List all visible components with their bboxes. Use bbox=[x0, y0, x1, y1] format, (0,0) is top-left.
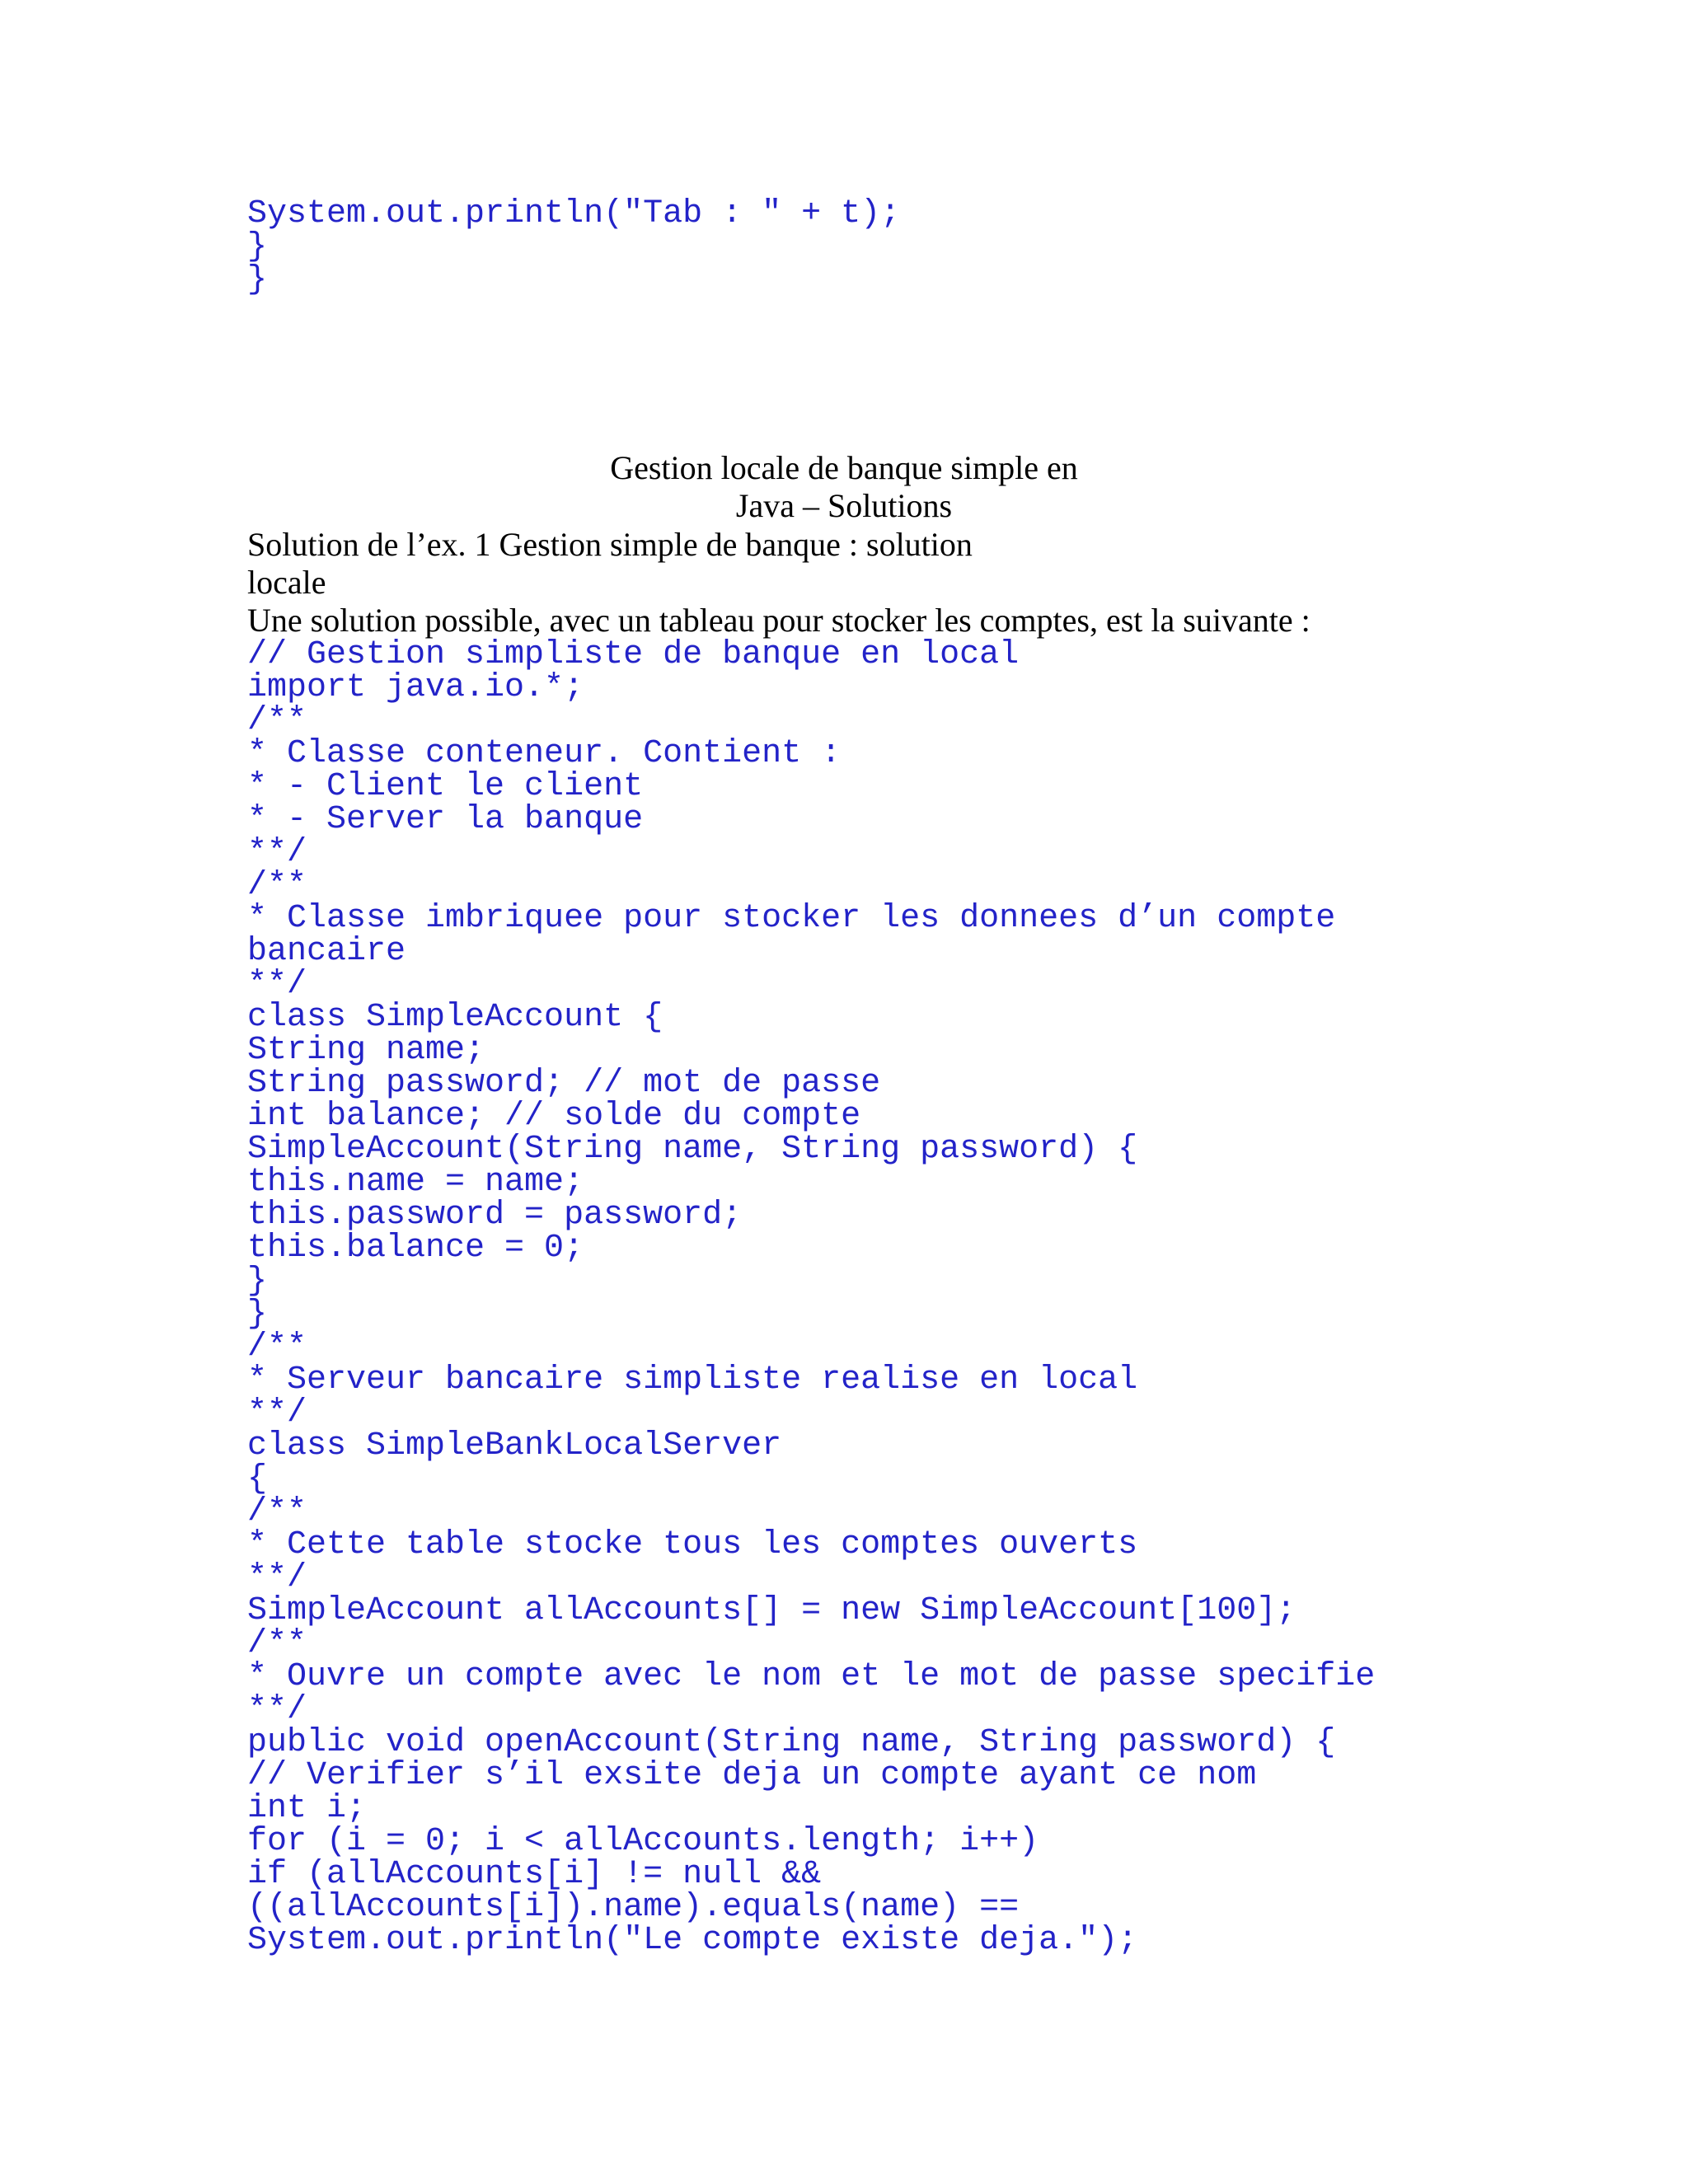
code-line: class SimpleBankLocalServer bbox=[247, 1427, 782, 1465]
code-line: **/ bbox=[247, 966, 307, 1003]
code-line: /** bbox=[247, 702, 307, 739]
code-line: String name; bbox=[247, 1032, 485, 1069]
code-line: } bbox=[247, 261, 268, 298]
section-text bbox=[247, 526, 1484, 640]
code-line: * Classe conteneur. Contient : bbox=[247, 735, 842, 772]
code-line: // Gestion simpliste de banque en local bbox=[247, 636, 1020, 673]
code-line: * Cette table stocke tous les comptes ouverts bbox=[247, 1526, 1138, 1563]
code-line: class SimpleAccount { bbox=[247, 999, 663, 1036]
document-title-line-2: Java – Solutions bbox=[735, 487, 953, 524]
code-line: } bbox=[247, 228, 268, 265]
code-line: import java.io.*; bbox=[247, 669, 584, 706]
code-line: /** bbox=[247, 867, 307, 904]
code-line: SimpleAccount allAccounts[] = new SimpleAccount[100]; bbox=[247, 1592, 1296, 1629]
code-line: **/ bbox=[247, 1394, 307, 1432]
code-line: /** bbox=[247, 1625, 307, 1662]
code-line: for (i = 0; i < allAccounts.length; i++) bbox=[247, 1823, 1039, 1860]
code-line: bancaire bbox=[247, 933, 406, 970]
code-line: int balance; // solde du compte bbox=[247, 1098, 861, 1135]
code-line: if (allAccounts[i] != null && bbox=[247, 1856, 822, 1893]
code-line: String password; // mot de passe bbox=[247, 1065, 881, 1102]
code-line: System.out.println("Tab : " + t); bbox=[247, 195, 901, 232]
code-line: **/ bbox=[247, 834, 307, 871]
code-line: this.balance = 0; bbox=[247, 1230, 584, 1267]
code-line: * - Client le client bbox=[247, 768, 644, 805]
code-line: int i; bbox=[247, 1790, 367, 1827]
code-line: * Classe imbriquee pour stocker les donnees d’un compte bbox=[247, 900, 1336, 937]
code-line: * Ouvre un compte avec le nom et le mot de passe specifie bbox=[247, 1658, 1376, 1695]
code-line: SimpleAccount(String name, String password) { bbox=[247, 1131, 1138, 1168]
code-block-top bbox=[247, 195, 901, 298]
intro-paragraph: Une solution possible, avec un tableau pour stocker les comptes, est la suivante : bbox=[247, 602, 1311, 639]
code-line: System.out.println("Le compte existe deja."); bbox=[247, 1922, 1138, 1959]
code-line: /** bbox=[247, 1493, 307, 1530]
code-line: * - Server la banque bbox=[247, 801, 644, 838]
code-line: **/ bbox=[247, 1691, 307, 1728]
code-line: } bbox=[247, 1263, 268, 1300]
code-line: **/ bbox=[247, 1559, 307, 1596]
document-title bbox=[0, 449, 1688, 525]
document-title-line-1: Gestion locale de banque simple en bbox=[610, 449, 1078, 486]
code-line: this.password = password; bbox=[247, 1197, 743, 1234]
code-line: this.name = name; bbox=[247, 1164, 584, 1201]
code-line: { bbox=[247, 1460, 268, 1497]
code-line: * Serveur bancaire simpliste realise en local bbox=[247, 1361, 1138, 1399]
code-line: /** bbox=[247, 1329, 307, 1366]
code-line: public void openAccount(String name, String password) { bbox=[247, 1724, 1336, 1761]
code-line: ((allAccounts[i]).name).equals(name) == bbox=[247, 1889, 1020, 1926]
code-line: } bbox=[247, 1296, 268, 1333]
section-heading-line-1: Solution de l’ex. 1 Gestion simple de banque : solution bbox=[247, 526, 973, 563]
code-block-main bbox=[247, 636, 1376, 1959]
section-heading-line-2: locale bbox=[247, 564, 326, 601]
code-line: // Verifier s’il exsite deja un compte ayant ce nom bbox=[247, 1757, 1257, 1794]
